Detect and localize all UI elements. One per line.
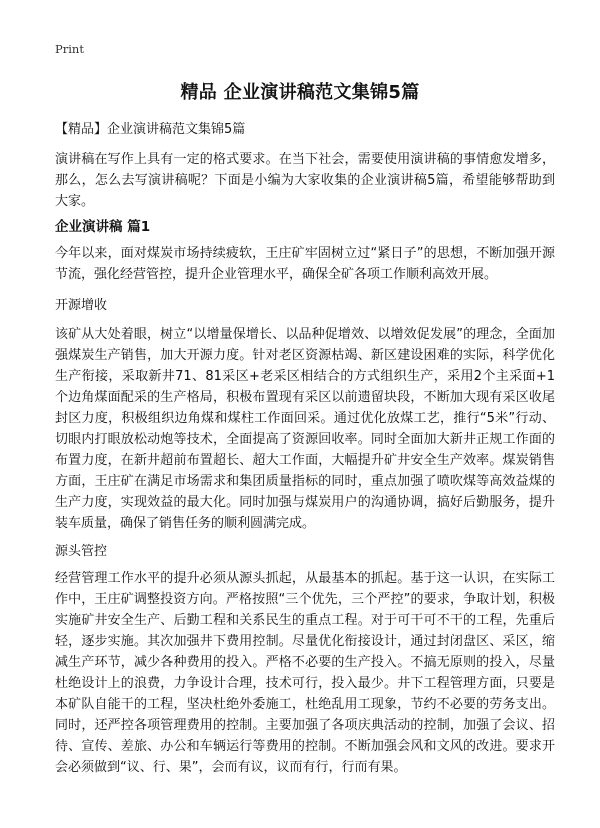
section-label-open: 开源增收 (55, 298, 108, 313)
paragraph-1: 今年以来，面对煤炭市场持续疲软，王庄矿牢固树立过“紧日子”的思想，不断加强开源节流，强化经营管控，提升企业管理水平，确保全矿各项工作顺利高效开展。 (55, 246, 555, 282)
page-title: 精品 企业演讲稿范文集锦5篇 (180, 82, 420, 103)
section-label-source: 源头管控 (55, 544, 108, 559)
paragraph-2: 该矿从大处着眼，树立“以增量保增长、以品种促增效、以增效促发展”的理念，全面加强煤炭生产销售，加大开源力度。针对老区资源枯竭、新区建设困难的实际，科学优化生产衔接，采取新井71、81采区+老采区相结合的方式组织生产，采用2个主采面+1个边角煤面配采的生产格局，积极布置现有采区以前遗留块段，不断加大现有采区收尾封区力度，积极组织边角煤和煤柱工作面回采。通过优化放煤工艺，推行“5米”行动、切眼内打眼放松动炮等技术，全面提高了资源回收率。同时全面加大新井正规工作面的布置力度，在新井超前布置超长、超大工作面，大幅提升矿井安全生产效率。煤炭销售方面，王庄矿在满足市场需求和集团质量指标的同时，重点加强了喷吹煤等高效益煤的生产力度，实现效益的最大化。同时加强与煤炭用户的沟通协调，搞好后勤服务，提升装车质量，确保了销售任务的顺利圆满完成。 (55, 327, 555, 531)
section-heading: 企业演讲稿 篇1 (55, 219, 151, 235)
document-subtitle: 【精品】企业演讲稿范文集锦5篇 (55, 122, 246, 137)
intro-paragraph: 演讲稿在写作上具有一定的格式要求。在当下社会，需要使用演讲稿的事情愈发增多，那么，怎么去写演讲稿呢？下面是小编为大家收集的企业演讲稿5篇，希望能够帮助到大家。 (55, 152, 555, 209)
paragraph-3: 经营管理工作水平的提升必须从源头抓起，从最基本的抓起。基于这一认识，在实际工作中，王庄矿调整投资方向。严格按照“三个优先，三个严控”的要求，争取计划，积极实施矿井安全生产、后勤工程和关系民生的重点工程。对于可干可不干的工程，先重后轻，逐步实施。其次加强井下费用控制。尽量优化衔接设计，通过封闭盘区、采区，缩减生产环节，减少各种费用的投入。严格不必要的生产投入。不搞无原则的投入，尽量杜绝设计上的浪费，力争设计合理，技术可行，投入最少。井下工程管理方面，只要是本矿队自能干的工程，坚决杜绝外委施工，杜绝乱用工现象，节约不必要的劳务支出。同时，还严控各项管理费用的控制。主要加强了各项庆典活动的控制，加强了会议、招待、宣传、差旅、办公和车辆运行等费用的控制。不断加强会风和文风的改进。要求开会必须做到“议、行、果”，会而有议，议而有行，行而有果。 (55, 571, 555, 775)
print-link[interactable]: Print (55, 42, 84, 56)
